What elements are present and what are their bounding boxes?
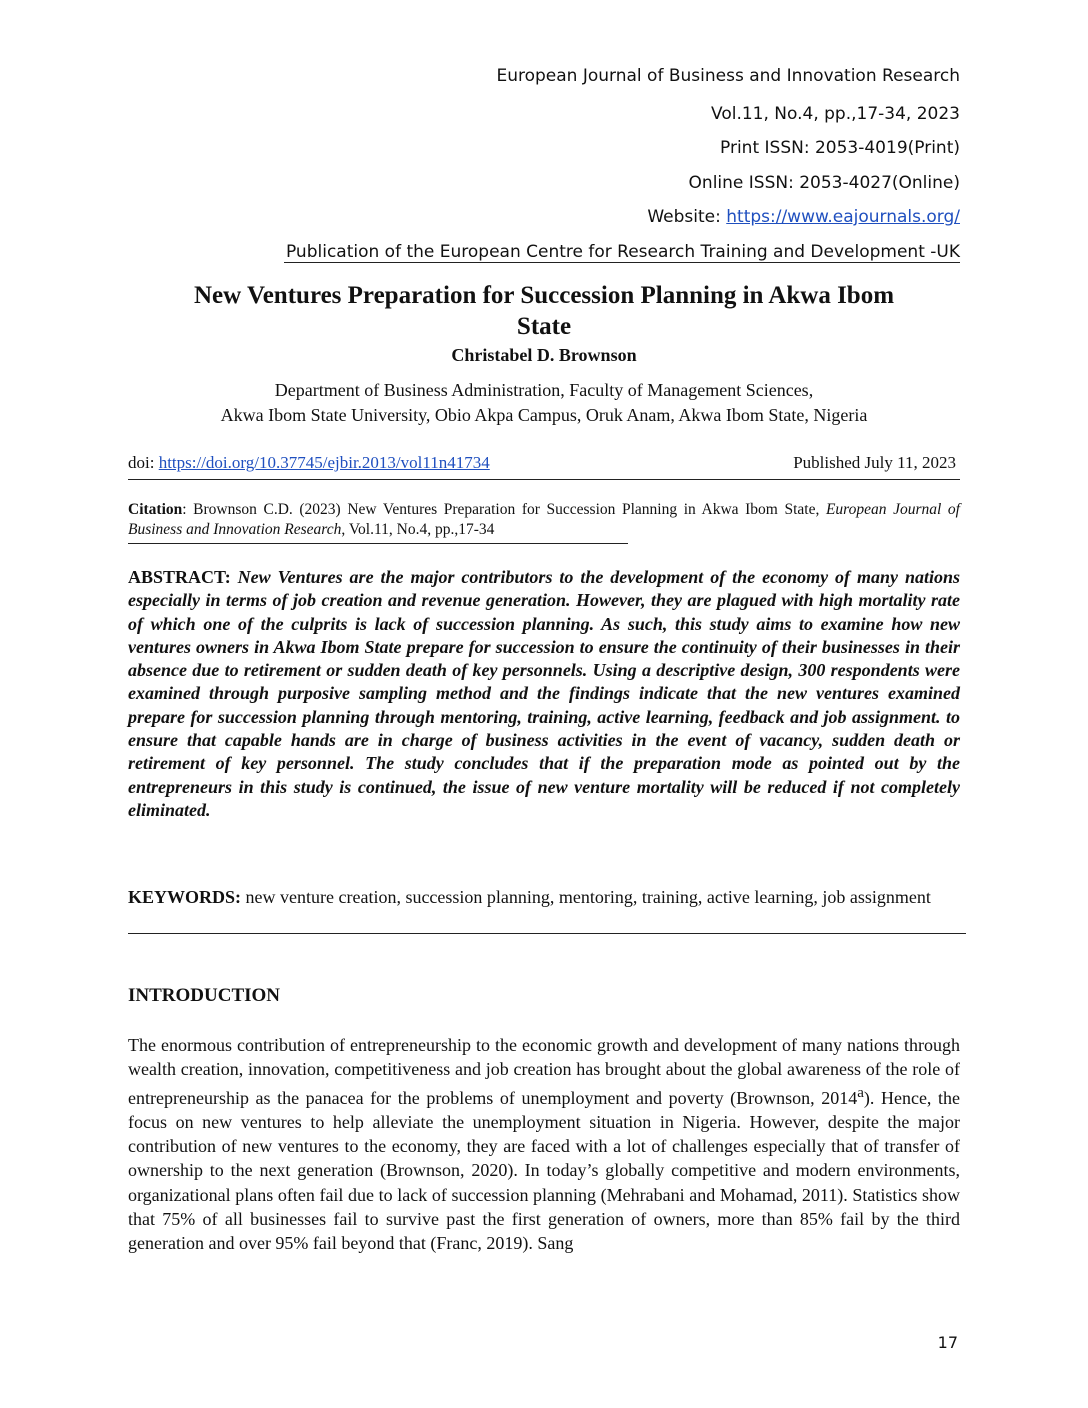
page-number: 17 [937, 1333, 958, 1352]
online-issn: Online ISSN: 2053-4027(Online) [688, 173, 960, 193]
section-heading-introduction: INTRODUCTION [128, 985, 281, 1006]
title-line-2: State [516, 313, 572, 340]
intro-text-2: ). Hence, the focus on new ventures to help alleviate the unemployment situation in Nigeria. However, despite the major contribution of new ventures to the economy, they are faced with a lot of challenges especially that of transfer of ownership to the next generation (Brownson, 2020). In today’s globally competitive and modern environments, organizational plans often fail due to lack of succession planning (Mehrabani and Mohamad, 2011). Statistics show that 75% of all businesses fail to survive past the first generation of owners, more than 85% fail by the third generation and over 95% fail beyond that (Franc, 2019). Sang [128, 1088, 960, 1253]
citation [128, 500, 960, 540]
journal-name: European Journal of Business and Innovation Research [496, 66, 960, 86]
citation-journal: European Journal of Business and Innovation Research [128, 501, 960, 538]
abstract-text: New Ventures are the major contributors to the development of the economy of many nations especially in terms of job creation and revenue generation. However, they are plagued with high mortality rate of which one of the culprits is lack of succession planning. As such, this study aims to examine how new ventures owners in Akwa Ibom State prepare for succession to ensure the continuity of their businesses in their absence due to retirement or sudden death of key personnels. Using a descriptive design, 300 respondents were examined through purposive sampling method and the findings indicate that the new ventures examined prepare for succession planning through mentoring, training, active learning, feedback and job assignment. to ensure that capable hands are in charge of business activities in the event of vacancy, sudden death or retirement of key personnel. The study concludes that if the preparation mode as pointed out by the entrepreneurs in this study is continued, the issue of new venture mortality will be reduced if not completely eliminated. [128, 567, 960, 820]
print-issn: Print ISSN: 2053-4019(Print) [720, 138, 960, 158]
keywords-label: KEYWORDS: [128, 887, 242, 907]
keywords [128, 886, 960, 909]
citation-colon: : [182, 501, 194, 518]
keywords-text: new venture creation, succession planning, mentoring, training, active learning, job assignment [241, 887, 931, 907]
citation-text: Brownson C.D. (2023) New Ventures Preparation for Succession Planning in Akwa Ibom State, [193, 501, 826, 518]
doi-link[interactable]: https://doi.org/10.37745/ejbir.2013/vol11n41734 [158, 453, 490, 472]
affiliation-line-1: Department of Business Administration, Faculty of Management Sciences, [274, 380, 814, 400]
journal-volume: Vol.11, No.4, pp.,17-34, 2023 [711, 104, 960, 124]
doi-row [128, 452, 956, 474]
intro-text-1: The enormous contribution of entrepreneurship to the economic growth and development of many nations through wealth creation, innovation, competitiveness and job creation has brought about the global awareness of the role of entrepreneurship as the panacea for the problems of unemployment and poverty (Brownson, 2014 [128, 1035, 960, 1109]
citation-divider [128, 543, 628, 544]
website-label: Website: [647, 207, 727, 227]
paper-title [128, 280, 960, 342]
doi-label: doi: [128, 453, 159, 472]
title-line-1: New Ventures Preparation for Succession Planning in Akwa Ibom [193, 282, 895, 309]
abstract-label: ABSTRACT: [128, 567, 231, 587]
keywords-divider [128, 933, 966, 934]
doi [128, 452, 490, 474]
website-line [140, 207, 960, 227]
citation-superscript: a [857, 1085, 864, 1102]
affiliation [128, 378, 960, 428]
publisher-line: Publication of the European Centre for Research Training and Development -UK [285, 242, 960, 262]
citation-details: , Vol.11, No.4, pp.,17-34 [341, 521, 495, 538]
abstract [128, 566, 960, 822]
published-date: Published July 11, 2023 [793, 453, 956, 472]
website-link[interactable]: https://www.eajournals.org/ [726, 207, 960, 227]
header-divider [284, 262, 960, 263]
introduction-paragraph [128, 1033, 960, 1255]
author-name: Christabel D. Brownson [451, 345, 637, 365]
affiliation-line-2: Akwa Ibom State University, Obio Akpa Campus, Oruk Anam, Akwa Ibom State, Nigeria [220, 405, 868, 425]
citation-label: Citation [128, 501, 183, 518]
doi-divider [128, 479, 960, 480]
